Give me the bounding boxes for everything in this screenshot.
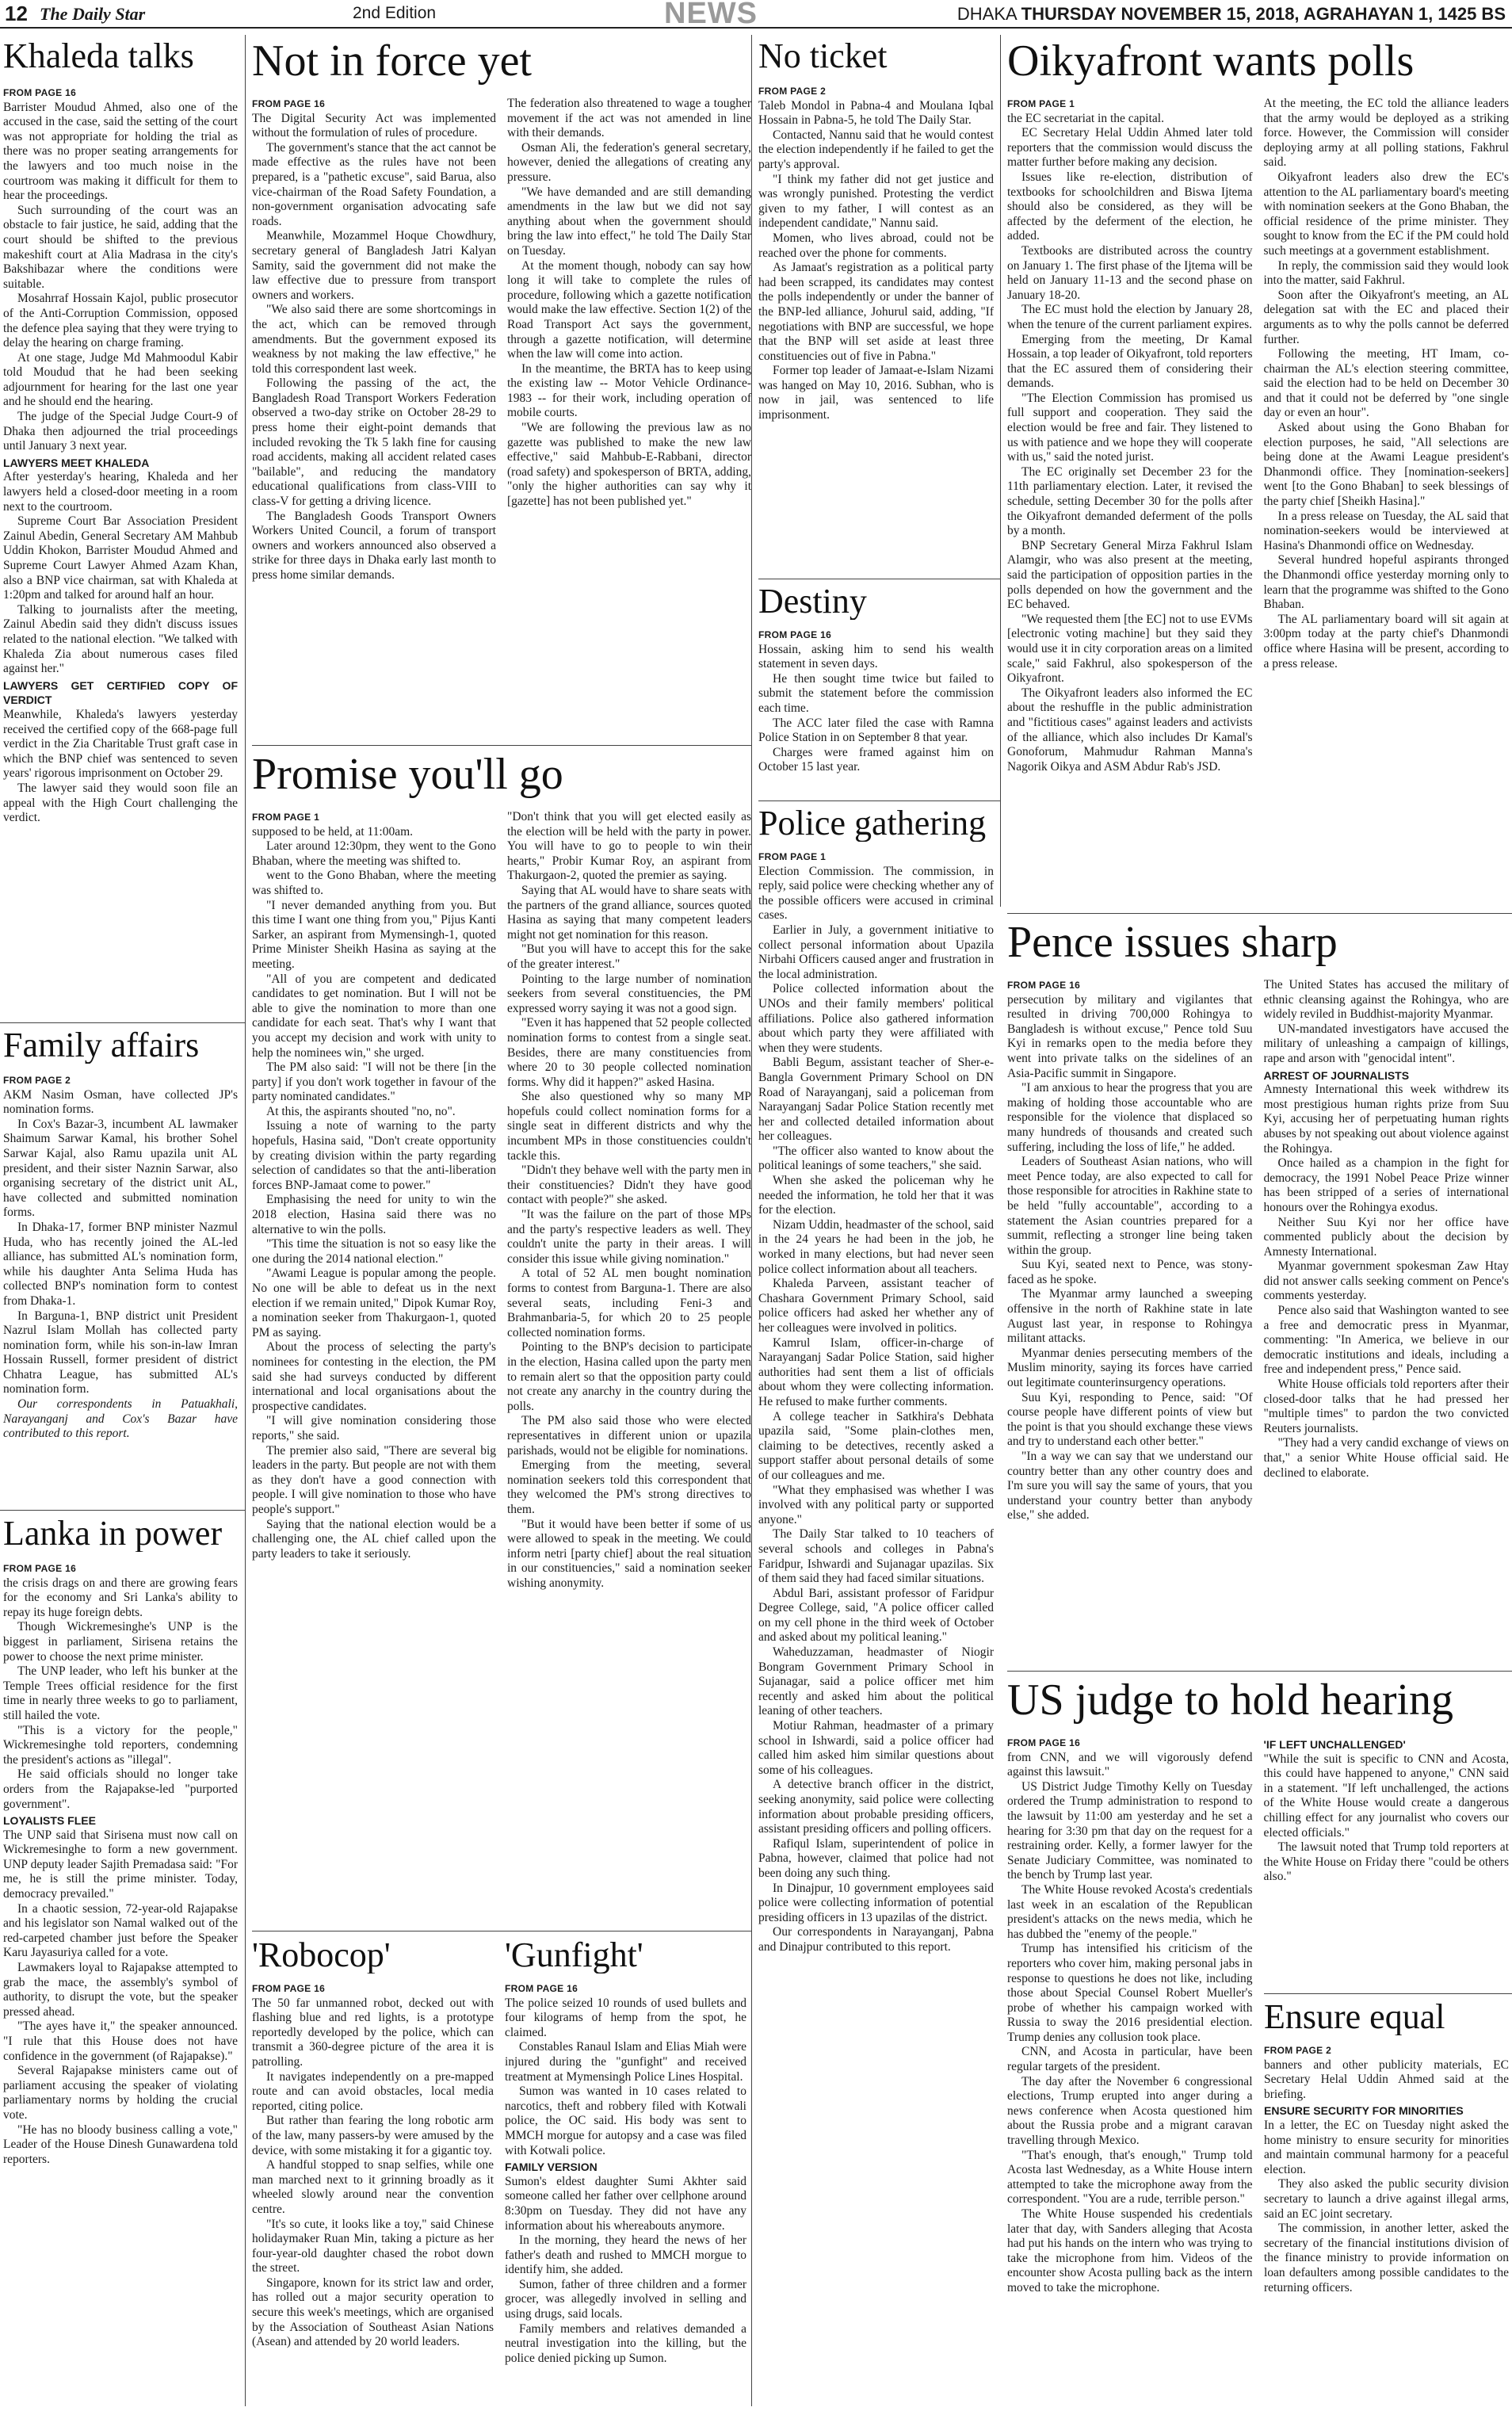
- article-no-ticket: [758, 38, 994, 574]
- section-rule: [0, 1022, 245, 1023]
- article-body-col2: At the meeting, the EC told the alliance leaders that the army would be deployed as a striking force. However, the Commission will consider deploying army at all polling stations, Fakhrul said. Oikyafront leaders also drew the EC's attention to the AL parliamentary board's meeting with nomination seekers at the Gono Bhaban, the official residence of the prime minister. They sought to know from the EC if the PM could hold such meetings at a government establishment. In reply, the commission said they would look into the matter, said Fakhrul. Soon after the Oikyafront's meeting, an AL delegation sat with the EC and placed their arguments as to why the polls cannot be deferred further. Following the meeting, HT Imam, co-chairman the AL's election steering committee, said the election had to be held on December 30 and that it could not be deferred by "one single day or even an hour". Asked about using the Gono Bhaban for election purposes, he said, "All selections are being done at the Awami League president's Dhanmondi office. They [nomination-seekers] went [to the Gono Bhaban] to seek blessings of the party chief [Sheikh Hasina]." In a press release on Tuesday, the AL said that nomination-seekers would be interviewed at Hasina's Dhanmondi office on Wednesday. Several hundred hopeful aspirants thronged the Dhanmondi office yesterday morning only to learn that the programme was shifted to the Gono Bhaban. The AL parliamentary board will sit again at 3:00pm today at the party chief's Dhanmondi office where Hasina will be present, according to a press release.: [1263, 97, 1509, 671]
- article-body-col1: FROM PAGE 16 from CNN, and we will vigorously defend against this lawsuit." US District Judge Timothy Kelly on Tuesday ordered the Trump administration to respond to the lawsuit by 11:00 am yesterday and he set a hearing for 3:30 pm that day on the request for a restraining order. Kelly, a former lawyer for the Senate Judiciary Committee, was nominated to the bench by Trump last year. The White House revoked Acosta's credentials last week in an escalation of the Republican president's attacks on the news media, which he has dubbed the "enemy of the people." Trump has intensified his criticism of the reporters who cover him, making personal jabs in response to questions he does not like, including those about Special Counsel Robert Mueller's probe of whether his campaign worked with Russia to sway the 2016 presidential election. Trump denies any collusion took place. CNN, and Acosta in particular, have been regular targets of the president. The day after the November 6 congressional elections, Trump erupted into anger during a news conference when Acosta questioned him about the Russia probe and a migrant caravan travelling through Mexico. "That's enough, that's enough," Trump told Acosta last Wednesday, as a White House intern attempted to take the microphone away from the correspondent. "You are a rude, terrible person." The White House suspended his credentials later that day, with Sanders alleging that Acosta had put his hands on the intern who was trying to take the microphone from him. Videos of the encounter show Acosta pulling back as the intern moved to take the microphone.: [1007, 1737, 1253, 2294]
- headline: 'Robocop': [252, 1937, 391, 1974]
- headline: Lanka in power: [3, 1515, 223, 1553]
- article-body: FROM PAGE 2 AKM Nasim Osman, have collected JP's nomination forms. In Cox's Bazar-3, incumbent AL lawmaker Shaimum Sarwar Kamal, his brother Sohel Sarwar Kajal, also Ramu upazila unit AL president, and their sister Naznin Sarwar, also organising secretary of the district unit AL, have collected and submitted nomination forms. In Dhaka-17, former BNP minister Nazmul Huda, who has recently joined the AL-led alliance, has submitted AL's nomination form, while his daughter Anta Selima Huda has collected BNP's nomination form to contest from Dhaka-1. In Barguna-1, BNP district unit President Nazrul Islam Mollah has collected party nomination form, while his son-in-law Imran Hossain Russell, former president of district Chhatra League, has submitted AL's nomination form. Our correspondents in Patuakhali, Narayanganj and Cox's Bazar have contributed to this report.: [3, 1075, 238, 1441]
- article-body-col1: FROM PAGE 16 The Digital Security Act was implemented without the formulation of rules of procedure. The government's stance that the act cannot be made effective as the rules have not been prepared, is a "pathetic excuse", said Barua, also vice-chairman of the Road Safety Foundation, a non-government organisation advocating safe roads. Meanwhile, Mozammel Hoque Chowdhury, secretary general of Bangladesh Jatri Kalyan Samity, said the government did not make the law effective due to pressure from transport owners and workers. "We also said there are some shortcomings in the act, which can be removed through amendments. But the government exposed its weakness by not making the law effective," he told this correspondent last week. Following the passing of the act, the Bangladesh Road Transport Workers Federation observed a two-day strike on October 28-29 to press home their eight-point demands that included revoking the Tk 5 lakh fine for causing road accidents, making all accident related cases "bailable", and reducing the mandatory educational qualifications from class-VIII to class-V for getting a driving licence. The Bangladesh Goods Transport Owners Workers United Council, a forum of transport owners and workers announced also observed a strike for three days in Dhaka early last month to press home similar demands.: [252, 98, 496, 582]
- subheading: LAWYERS MEET KHALEDA: [3, 456, 150, 469]
- subheading: ARREST OF JOURNALISTS: [1263, 1068, 1410, 1082]
- headline: 'Gunfight': [505, 1937, 643, 1974]
- subheading: LAWYERS GET CERTIFIED COPY OF VERDICT: [3, 678, 238, 707]
- subheading: ENSURE SECURITY FOR MINORITIES: [1264, 2104, 1464, 2118]
- article-body: FROM PAGE 16 Barrister Moudud Ahmed, also one of the accused in the case, said the setting of the court was not appropriate for holding the trial as there was no proper seating arrangements for the lawyers and too much noise in the courtroom was making it difficult for them to hear the proceedings. Such surrounding of the court was an obstacle to fair justice, he said, adding that the court should be shifted to the previous makeshift court at Alia Madrasa in the city's Bakshibazar where the conditions were suitable. Mosahrraf Hossain Kajol, public prosecutor of the Anti-Corruption Commission, opposed the defence plea saying that they were trying to delay the hearing on charge framing. At one stage, Judge Md Mahmoodul Kabir told Moudud that he had been seeking adjournment for hearing for the last one year and he should end the hearing. The judge of the Special Judge Court-9 of Dhaka then adjourned the trial proceedings until January 3 next year. LAWYERS MEET KHALEDA After yesterday's hearing, Khaleda and her lawyers held a closed-door meeting in a room next to the courtroom. Supreme Court Bar Association President Zainul Abedin, General Secretary AM Mahbub Uddin Khokon, Barrister Moudud Ahmed and Supreme Court Lawyer Ahmed Azam Khan, also a BNP vice chairman, sat with Khaleda at 1:20pm and talked for around half an hour. Talking to journalists after the meeting, Zainul Abedin said they didn't discuss issues related to the national election. "We talked with Khaleda Zia about numerous cases filed against her." LAWYERS GET CERTIFIED COPY OF VERDICT Meanwhile, Khaleda's lawyers yesterday received the certified copy of the 668-page full verdict in the Zia Charitable Trust graft case in which the BNP chief was sentenced to seven years' rigorous imprisonment on October 29. The lawyer said they would soon file an appeal with the High Court challenging the verdict.: [3, 87, 238, 825]
- article-body-col1: FROM PAGE 1 the EC secretariat in the capital. EC Secretary Helal Uddin Ahmed later told reporters that the commission would discuss the matter further before making any decision. Issues like re-election, distribution of textbooks for schoolchildren and Biswa Ijtema should also be considered, as they will be affected by the deferment of the election, he added. Textbooks are distributed across the country on January 1. The first phase of the Ijtema will be held on January 11-13 and the second phase on January 18-20. The EC must hold the election by January 28, when the tenure of the current parliament expires. Emerging from the meeting, Dr Kamal Hossain, a top leader of Oikyafront, told reporters that the EC assured them of considering their demands. "The Election Commission has promised us full support and cooperation. They said the election would be free and fair. They listened to us with patience and we hope they will cooperate with us," said the noted jurist. The EC originally set December 23 for the 11th parliamentary election. Later, it revised the schedule, setting December 30 for the polls after the Oikyafront demanded deferment of the polls by a month. BNP Secretary General Mirza Fakhrul Islam Alamgir, who was also present at the meeting, said the participation of opposition parties in the polls depended on how the government and the EC behaved. "We requested them [the EC] not to use EVMs [electronic voting machine] but they said they would use it in city corporation areas on a limited scale," said Fakhrul, also spokesperson of the Oikyafront. The Oikyafront leaders also informed the EC about the reshuffle in the public administration and "fictitious cases" against leaders and activists of the alliance, which also includes Dr Kamal's Gonoforum, Mahmudur Rahman Manna's Nagorik Oikya and ASM Abdur Rab's JSD.: [1007, 98, 1253, 774]
- page-number: 12: [5, 2, 28, 25]
- headline: Khaleda talks: [3, 38, 194, 75]
- section-rule: [1007, 913, 1512, 914]
- article-body: FROM PAGE 16 the crisis drags on and there are growing fears for the economy and Sri Lanka's ability to repay its huge foreign debts. Though Wickremesinghe's UNP is the biggest in parliament, Sirisena retains the power to choose the next prime minister. The UNP leader, who left his bunker at the Temple Trees official residence for the first time in nearly three weeks to go to parliament, still hailed the vote. "This is a victory for the people," Wickremesinghe told reporters, condemning the president's actions as "illegal". He said officials should no longer take orders from the Rajapakse-led "purported government". LOYALISTS FLEE The UNP said that Sirisena must now call on Wickremesinghe to form a new government. UNP deputy leader Sajith Premadasa said: "For me, he is still the prime minister. Today, democracy prevailed." In a chaotic session, 72-year-old Rajapakse and his legislator son Namal walked out of the red-carpeted chamber just before the Speaker Karu Jayasuriya called for a vote. Lawmakers loyal to Rajapakse attempted to grab the mace, the assembly's symbol of authority, to disrupt the vote, but the speaker pressed ahead. "The ayes have it," the speaker announced. "I rule that this House does not have confidence in the government (of Rajapakse)." Several Rajapakse ministers came out of parliament accusing the speaker of violating parliamentary norms by holding the crucial vote. "He has no bloody business calling a vote," Leader of the House Dinesh Gunawardena told reporters.: [3, 1563, 238, 2166]
- column-rule: [245, 35, 246, 2406]
- article-family-affairs: [3, 1027, 238, 1504]
- article-not-in-force-yet: [252, 38, 751, 740]
- section-rule: [758, 800, 1000, 801]
- headline: Family affairs: [3, 1027, 200, 1064]
- headline: Police gathering: [758, 805, 987, 843]
- article-body-col2: The federation also threatened to wage a tougher movement if the act was not amended in line with their demands. Osman Ali, the federation's general secretary, however, denied the allegations of creating any pressure. "We have demanded and are still demanding amendments in the law but we did not say anything about when the government should bring the law into effect," he told The Daily Star on Tuesday. At the moment though, nobody can say how long it will take to complete the rules of procedure, following which a gazette notification would make the law effective. Section 1(2) of the Road Transport Act says the government, through a gazette notification, will determine when the law will come into action. In the meantime, the BRTA has to keep using the existing law -- Motor Vehicle Ordinance-1983 -- for their work, including operation of mobile courts. "We are following the previous law as no gazette was published to make the new law effective," said Mahbub-E-Rabbani, director (road safety) and spokesperson of BRTA, adding, "only the higher authorities can say why it [gazette] has not been published yet.": [507, 97, 751, 509]
- section-rule: [1007, 1671, 1512, 1672]
- article-destiny: [758, 583, 994, 796]
- article-body: FROM PAGE 2 banners and other publicity materials, EC Secretary Helal Uddin Ahmed said at the briefing. ENSURE SECURITY FOR MINORITIES In a letter, the EC on Tuesday night asked the home ministry to ensure security for minorities and maintain communal harmony for a peaceful election. They also asked the public security division secretary to launch a drive against illegal arms, said an EC joint secretary. The commission, in another letter, asked the secretary of the financial institutions division of the finance ministry to provide information on loan defaulters among possible candidates to the returning officers.: [1264, 2045, 1509, 2294]
- article-body: FROM PAGE 16 The 50 far unmanned robot, decked out with flashing blue and red lights, is a prototype reportedly developed by the police, which can transmit a 360-degree picture of the area it is patrolling. It navigates independently on a pre-mapped route and can avoid obstacles, local media reported, citing police. But rather than fearing the long robotic arm of the law, many passers-by were amused by the device, with some mistaking it for a gigantic toy. A handful stopped to snap selfies, while one man marched next to it grinning broadly as it wheeled slowly around near the convention centre. "It's so cute, it looks like a toy," said Chinese holidaymaker Ruan Min, taking a picture as her four-year-old daughter chased the robot down the street. Singapore, known for its strict law and order, has rolled out a major security operation to secure this week's meetings, which are organised by the Association of Southeast Asian Nations (Asean) and attended by 20 world leaders.: [252, 1983, 494, 2349]
- headline: Destiny: [758, 583, 867, 621]
- article-body-col2: 'IF LEFT UNCHALLENGED' "While the suit is specific to CNN and Acosta, this could have happened to anyone," CNN said in a statement. "If left unchallenged, the actions of the White House would create a dangerous chilling effect for any journalist who covers our elected officials." The lawsuit noted that Trump told reporters at the White House on Friday there "could be others also.": [1263, 1738, 1509, 1884]
- article-body-col1: FROM PAGE 16 persecution by military and vigilantes that resulted in driving 700,000 Rohingya to Bangladesh is without excuse," Pence told Suu Kyi in remarks open to the media before they went into private talks on the sidelines of an Asia-Pacific summit in Singapore. "I am anxious to hear the progress that you are making of holding those accountable who are responsible for the violence that displaced so many hundreds of thousands and created such suffering, including the loss of life," he added. Leaders of Southeast Asian nations, who will meet Pence today, are also expected to call for those responsible for atrocities in Rakhine state to be held "fully accountable", according to a statement the Asian countries prepared for a summit, reflecting a stronger line being taken within the group. Suu Kyi, seated next to Pence, was stony-faced as he spoke. The Myanmar army launched a sweeping offensive in the north of Rakhine state in late August last year, in response to Rohingya militant attacks. Myanmar denies persecuting members of the Muslim minority, saying its forces have carried out legitimate counterinsurgency operations. Suu Kyi, responding to Pence, said: "Of course people have different points of view but the point is that you should exchange these views and try to understand each other better." "In a way we can say that we understand our country better than any other country does and I'm sure you will say the same of yours, that you understand your country better than anybody else," she added.: [1007, 980, 1253, 1523]
- article-promise-youll-go: [252, 751, 751, 1926]
- edition-label: 2nd Edition: [353, 4, 437, 22]
- subheading: 'IF LEFT UNCHALLENGED': [1263, 1738, 1406, 1751]
- subheading: LOYALISTS FLEE: [3, 1814, 96, 1828]
- subheading: FAMILY VERSION: [505, 2161, 598, 2174]
- article-body: FROM PAGE 1 Election Commission. The commission, in reply, said police were checking whether any of the possible officers were accused in criminal cases. Earlier in July, a government initiative to collect personal information about Upazila Nirbahi Officers caused anger and frustration in the local administration. Police collected information about the UNOs and their family members' political affiliations. Police also gathered information about which party they were affiliated with when they were students. Babli Begum, assistant teacher of Sher-e-Bangla Government Primary School on DN Road of Narayanganj, said a policeman from Narayanganj Sadar Police Station recently met her and collected detailed information about her colleagues. "The officer also wanted to know about the political leanings of some teachers," she said. When she asked the policeman why he needed the information, he told her that it was for the election. Nizam Uddin, headmaster of the school, said in the 24 years he had been in the job, he worked in many elections, but had never seen police collect information about all teachers. Khaleda Parveen, assistant teacher of Chashara Government Primary School, said police officers had asked her whether any of her colleagues were involved in politics. Kamrul Islam, officer-in-charge of Narayanganj Sadar Police Station, said higher authorities had sent them a list of officials about whom they were collecting information. He refused to make further comments. A college teacher in Satkhira's Debhata upazila said, "Some plain-clothes men, claiming to be detectives, recently asked a support staffer about personal details of some of our colleagues and me. "What they emphasised was whether I was involved with any political party or supported anyone." The Daily Star talked to 10 teachers of several schools and colleges in Pabna's Faridpur, Ishwardi and Sujanagar upazilas. Six of them said they had faced similar situations. Abdul Bari, assistant professor of Faridpur Degree College, said, "A police officer called on my cell phone in the third week of October and asked about my political leaning." Waheduzzaman, headmaster of Niogir Bongram Government Primary School in Sujanagar, said a police officer met him recently and asked him about the political leaning of other teachers. Motiur Rahman, headmaster of a primary school in Ishwardi, said a police officer had called him asked him similar questions about some of his colleagues. A detective branch officer in the district, seeking anonymity, said police were collecting information about probable presiding officers, assistant presiding officers and polling officers. Rafiqul Islam, superintendent of police in Pabna, however, claimed that police had not been doing any such thing. In Dinajpur, 10 government employees said police were collecting information of potential presiding officers in 13 upazilas of the district. Our correspondents in Narayanganj, Pabna and Dinajpur contributed to this report.: [758, 851, 994, 1954]
- article-oikyafront-wants-polls: [1007, 38, 1509, 908]
- headline: Oikyafront wants polls: [1007, 38, 1415, 85]
- newspaper-logo: The Daily Star: [40, 4, 146, 24]
- section-rule: [0, 1510, 245, 1511]
- article-robocop: [252, 1937, 494, 2409]
- headline: Promise you'll go: [252, 751, 563, 798]
- article-gunfight: [505, 1937, 746, 2409]
- column-rule: [1000, 35, 1001, 907]
- headline: Pence issues sharp: [1007, 919, 1338, 966]
- article-body-col2: The United States has accused the military of ethnic cleansing against the Rohingya, who are widely reviled in Buddhist-majority Myanmar. UN-mandated investigators have accused the military of unleashing a campaign of killings, rape and arson with "genocidal intent". ARREST OF JOURNALISTS Amnesty International this week withdrew its most prestigious human rights prize from Suu Kyi, accusing her of perpetuating human rights abuses by not speaking out about violence against the Rohingya. Once hailed as a champion in the fight for democracy, the 1991 Nobel Peace Prize winner has been stripped of a series of international honours over the Rohingya exodus. Neither Suu Kyi nor her office have commented publicly about the decision by Amnesty International. Myanmar government spokesman Zaw Htay did not answer calls seeking comment on Pence's comments yesterday. Pence also said that Washington wanted to see a free and democratic press in Myanmar, commenting: "In America, we believe in our democratic institutions and ideals, including a free and independent press," Pence said. White House officials told reporters after their closed-door talks that he had pressed her "multiple times" to pardon the two convicted Reuters journalists. "They had a very candid exchange of views on that," a senior White House official said. He declined to elaborate.: [1263, 978, 1509, 1480]
- headline: Ensure equal: [1264, 1999, 1445, 2036]
- section-label: NEWS: [664, 0, 758, 30]
- headline: No ticket: [758, 38, 888, 75]
- masthead: [0, 0, 1512, 29]
- headline: Not in force yet: [252, 38, 532, 85]
- article-body-col2: "Don't think that you will get elected easily as the election will be held with the party in power. You will have to go to people to win their hearts," Probir Kumar Roy, an aspirant from Thakurgaon-2, quoted the premier as saying. Saying that AL would have to share seats with the partners of the grand alliance, sources quoted Hasina as saying that many competent leaders might not get nomination for this reason. "But you will have to accept this for the sake of the greater interest." Pointing to the large number of nomination seekers from several constituencies, the PM expressed worry saying it was not a good sign. "Even it has happened that 52 people collected nomination forms to contest from a single seat. Besides, there are many constituencies from where 20 to 30 people collected nomination forms. Why did it happen?" asked Hasina. She also questioned why so many MP hopefuls could collect nomination forms for a single seat in different districts and why the incumbent MPs in those constituencies couldn't tackle this. "Didn't they behave well with the party men in their constituencies? Didn't they have good contact with people?" she asked. "It was the failure on the part of those MPs and the party's respective leaders as well. They couldn't unite the party in their areas. I will consider this issue while giving nomination." A total of 52 AL men bought nomination forms to contest from Barguna-1. There are also several seats, including Feni-3 and Brahmanbaria-5, for which 20 to 25 people collected nomination forms. Pointing to the BNP's decision to participate in the election, Hasina called upon the party men to remain alert so that the opposition party could not create any anarchy in the country during the polls. The PM also said those who were elected representatives in different union or upazila parishads, would not be eligible for nominations. Emerging from the meeting, several nomination seekers told this correspondent that they welcomed the PM's strong directives to them. "But it would have been better if some of us were allowed to speak in the meeting. We could inform netri [party chief] about the real situation in our constituencies," said a nomination seeker wishing anonymity.: [507, 810, 751, 1590]
- article-khaleda-talks: [3, 38, 238, 1017]
- article-lanka-in-power: [3, 1515, 238, 2409]
- article-pence-issues-sharp: [1007, 919, 1509, 1666]
- dateline: DHAKA THURSDAY NOVEMBER 15, 2018, AGRAHAYAN 1, 1425 BS: [956, 4, 1506, 24]
- article-body-col1: FROM PAGE 1 supposed to be held, at 11:00am. Later around 12:30pm, they went to the Gono Bhaban, where the meeting was shifted to. went to the Gono Bhaban, where the meeting was shifted to. "I never demanded anything from you. But this time I want one thing from you," Pijus Kanti Sarker, an aspirant from Mymensingh-1, quoted Prime Minister Sheikh Hasina as saying at the meeting. "All of you are competent and dedicated candidates to get nomination. But I will not be able to give the nomination to more than one candidate for each seat. That's why I want that you accept my decision and work with unity to help the nominees win," she urged. The PM also said: "I will not be there [in the party] if you don't work together in favour of the party nominated candidates." At this, the aspirants shouted "no, no". Issuing a note of warning to the party hopefuls, Hasina said, "Don't create opportunity by creating division within the party regarding selection of candidates so that the anti-liberation forces BNP-Jamaat come to power." Emphasising the need for unity to win the 2018 election, Hasina said there was no alternative to win the polls. "This time the situation is not so easy like the one during the 2014 national election." "Awami League is popular among the people. No one will be able to defeat us in the next election if we remain united," Dipok Kumar Roy, a nomination seeker from Thakurgaon-1, quoted PM as saying. About the process of selecting the party's nominees for contesting in the election, the PM said she had surveys conducted by different international and local organisations about the prospective candidates. "I will give nomination considering those reports," she said. The premier also said, "There are several big leaders in the party. But people are not with them as they don't have a good connection with people. I will give nomination to those who have people's support." Saying that the national election would be a challenging one, the AL chief called upon the party leaders to take it seriously.: [252, 812, 496, 1561]
- headline: US judge to hold hearing: [1007, 1677, 1454, 1724]
- article-ensure-equal: [1264, 1999, 1509, 2409]
- article-body: FROM PAGE 16 The police seized 10 rounds of used bullets and four kilograms of hemp from the spot, he claimed. Constables Ranaul Islam and Elias Miah were injured during the "gunfight" and received treatment at Mymensingh Police Lines Hospital. Sumon was wanted in 10 cases related to narcotics, theft and robbery filed with Kotwali police, the OC said. His body was sent to MMCH morgue for autopsy and a case was filed with Kotwali police. FAMILY VERSION Sumon's eldest daughter Sumi Akhter said someone called her father over cellphone around 8:30pm on Tuesday. They did not have any information about his whereabouts anymore. In the morning, they heard the news of her father's death and rushed to MMCH morgue to identify him, she added. Sumon, father of three children and a former grocer, was allegedly involved in selling and using drugs, said locals. Family members and relatives demanded a neutral investigation into the killing, but the police denied picking up Sumon.: [505, 1983, 746, 2365]
- column-rule: [751, 35, 752, 2406]
- section-rule: [252, 745, 751, 746]
- article-body: FROM PAGE 2 Taleb Mondol in Pabna-4 and Moulana Iqbal Hossain in Pabna-5, he told The Daily Star. Contacted, Nannu said that he would contest the election independently if he failed to get the party's approval. "I think my father did not get justice and was wrongly punished. Protesting the verdict given to my father, I will contest as an independent candidate," Nannu said. Momen, who lives abroad, could not be reached over the phone for comments. As Jamaat's registration as a political party had been scrapped, its candidates may contest the polls independently or under the banner of the BNP-led alliance, Johurul said, adding, "If negotiations with BNP are successful, we hope that the BNP will set aside at least three constituencies out of five in Pabna." Former top leader of Jamaat-e-Islam Nizami was hanged on May 10, 2016. Subhan, who is now in jail, was sentenced to life imprisonment.: [758, 86, 994, 422]
- article-body: FROM PAGE 16 Hossain, asking him to send his wealth statement in seven days. He then sought time twice but failed to submit the statement before the commission each time. The ACC later filed the case with Ramna Police Station in on September 8 that year. Charges were framed against him on October 15 last year.: [758, 629, 994, 774]
- article-police-gathering: [758, 805, 994, 2409]
